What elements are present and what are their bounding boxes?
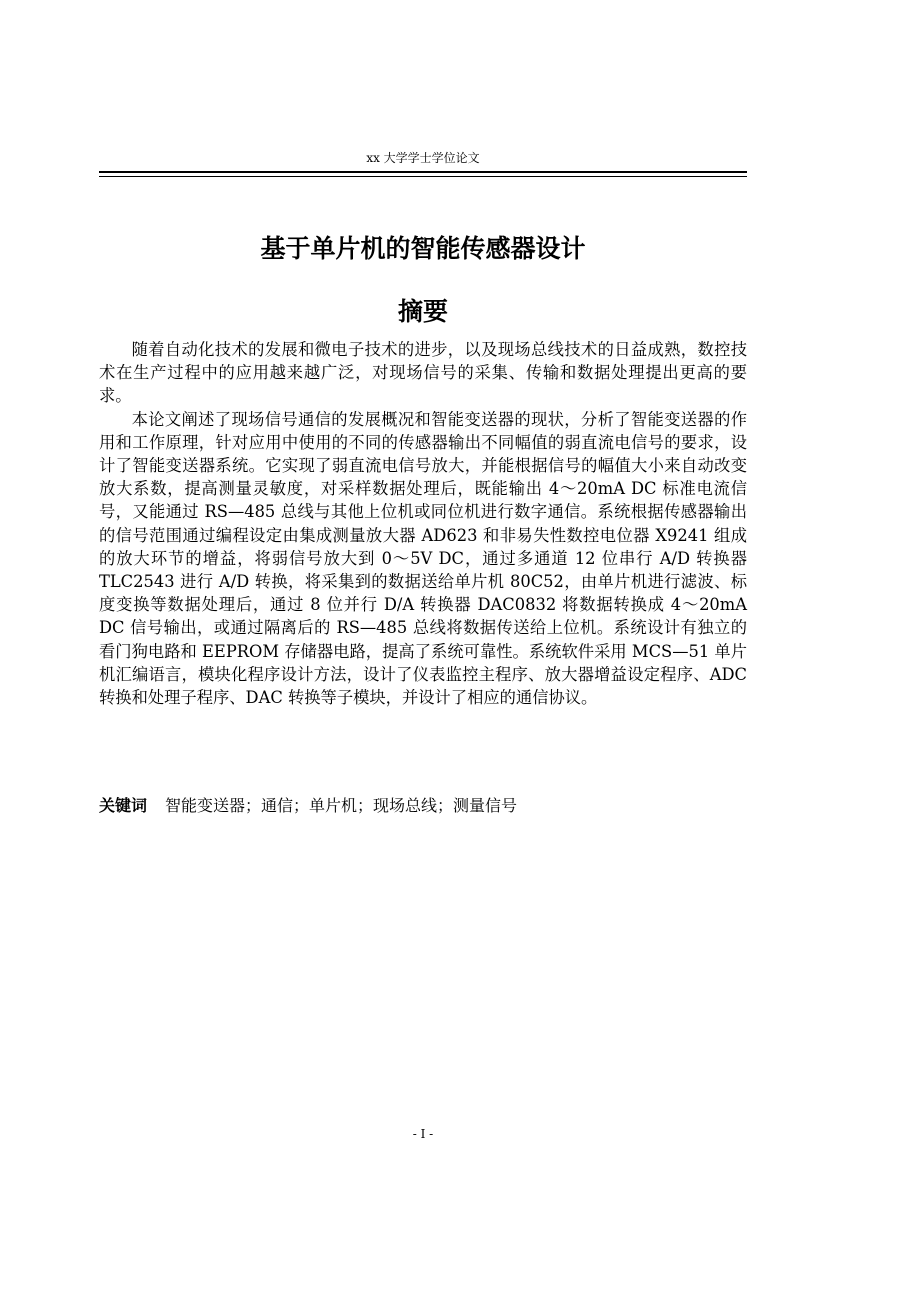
abstract-body <box>99 338 747 709</box>
header-rule-thick <box>99 171 747 173</box>
abstract-heading: 摘要 <box>397 297 448 326</box>
header-rule-thin <box>99 176 747 177</box>
keywords-text: 智能变送器；通信；单片机；现场总线；测量信号 <box>165 796 518 815</box>
paper-title: 基于单片机的智能传感器设计 <box>260 234 586 263</box>
page-number: - I - <box>412 1127 434 1141</box>
keywords-label: 关键词 <box>99 796 148 815</box>
keywords <box>99 794 747 818</box>
header-text: xx 大学学士学位论文 <box>366 151 480 165</box>
abstract-paragraph-1: 随着自动化技术的发展和微电子技术的进步，以及现场总线技术的日益成熟，数控技术在生产过程中的应用越来越广泛，对现场信号的采集、传输和数据处理提出更高的要求。 <box>99 340 747 406</box>
abstract-paragraph-2: 本论文阐述了现场信号通信的发展概况和智能变送器的现状，分析了智能变送器的作用和工作原理，针对应用中使用的不同的传感器输出不同幅值的弱直流电信号的要求，设计了智能变送器系统。它实现了弱直流电信号放大，并能根据信号的幅值大小来自动改变放大系数，提高测量灵敏度，对采样数据处理后，既能输出 4～20mA DC 标准电流信号，又能通过 RS—485 总线与其他上位机或同位机进行数字通信。系统根据传感器输出的信号范围通过编程设定由集成测量放大器 AD623 和非易失性数控电位器 X9241 组成的放大环节的增益，将弱信号放大到 0～5V DC，通过多通道 12 位串行 A/D 转换器 TLC2543 进行 A/D 转换，将采集到的数据送给单片机 80C52，由单片机进行滤波、标度变换等数据处理后，通过 8 位并行 D/A 转换器 DAC0832 将数据转换成 4～20mA DC 信号输出，或通过隔离后的 RS—485 总线将数据传送给上位机。系统设计有独立的看门狗电路和 EEPROM 存储器电路，提高了系统可靠性。系统软件采用 MCS—51 单片机汇编语言，模块化程序设计方法，设计了仪表监控主程序、放大器增益设定程序、ADC 转换和处理子程序、DAC 转换等子模块，并设计了相应的通信协议。 <box>99 409 747 708</box>
page-header <box>99 148 747 178</box>
